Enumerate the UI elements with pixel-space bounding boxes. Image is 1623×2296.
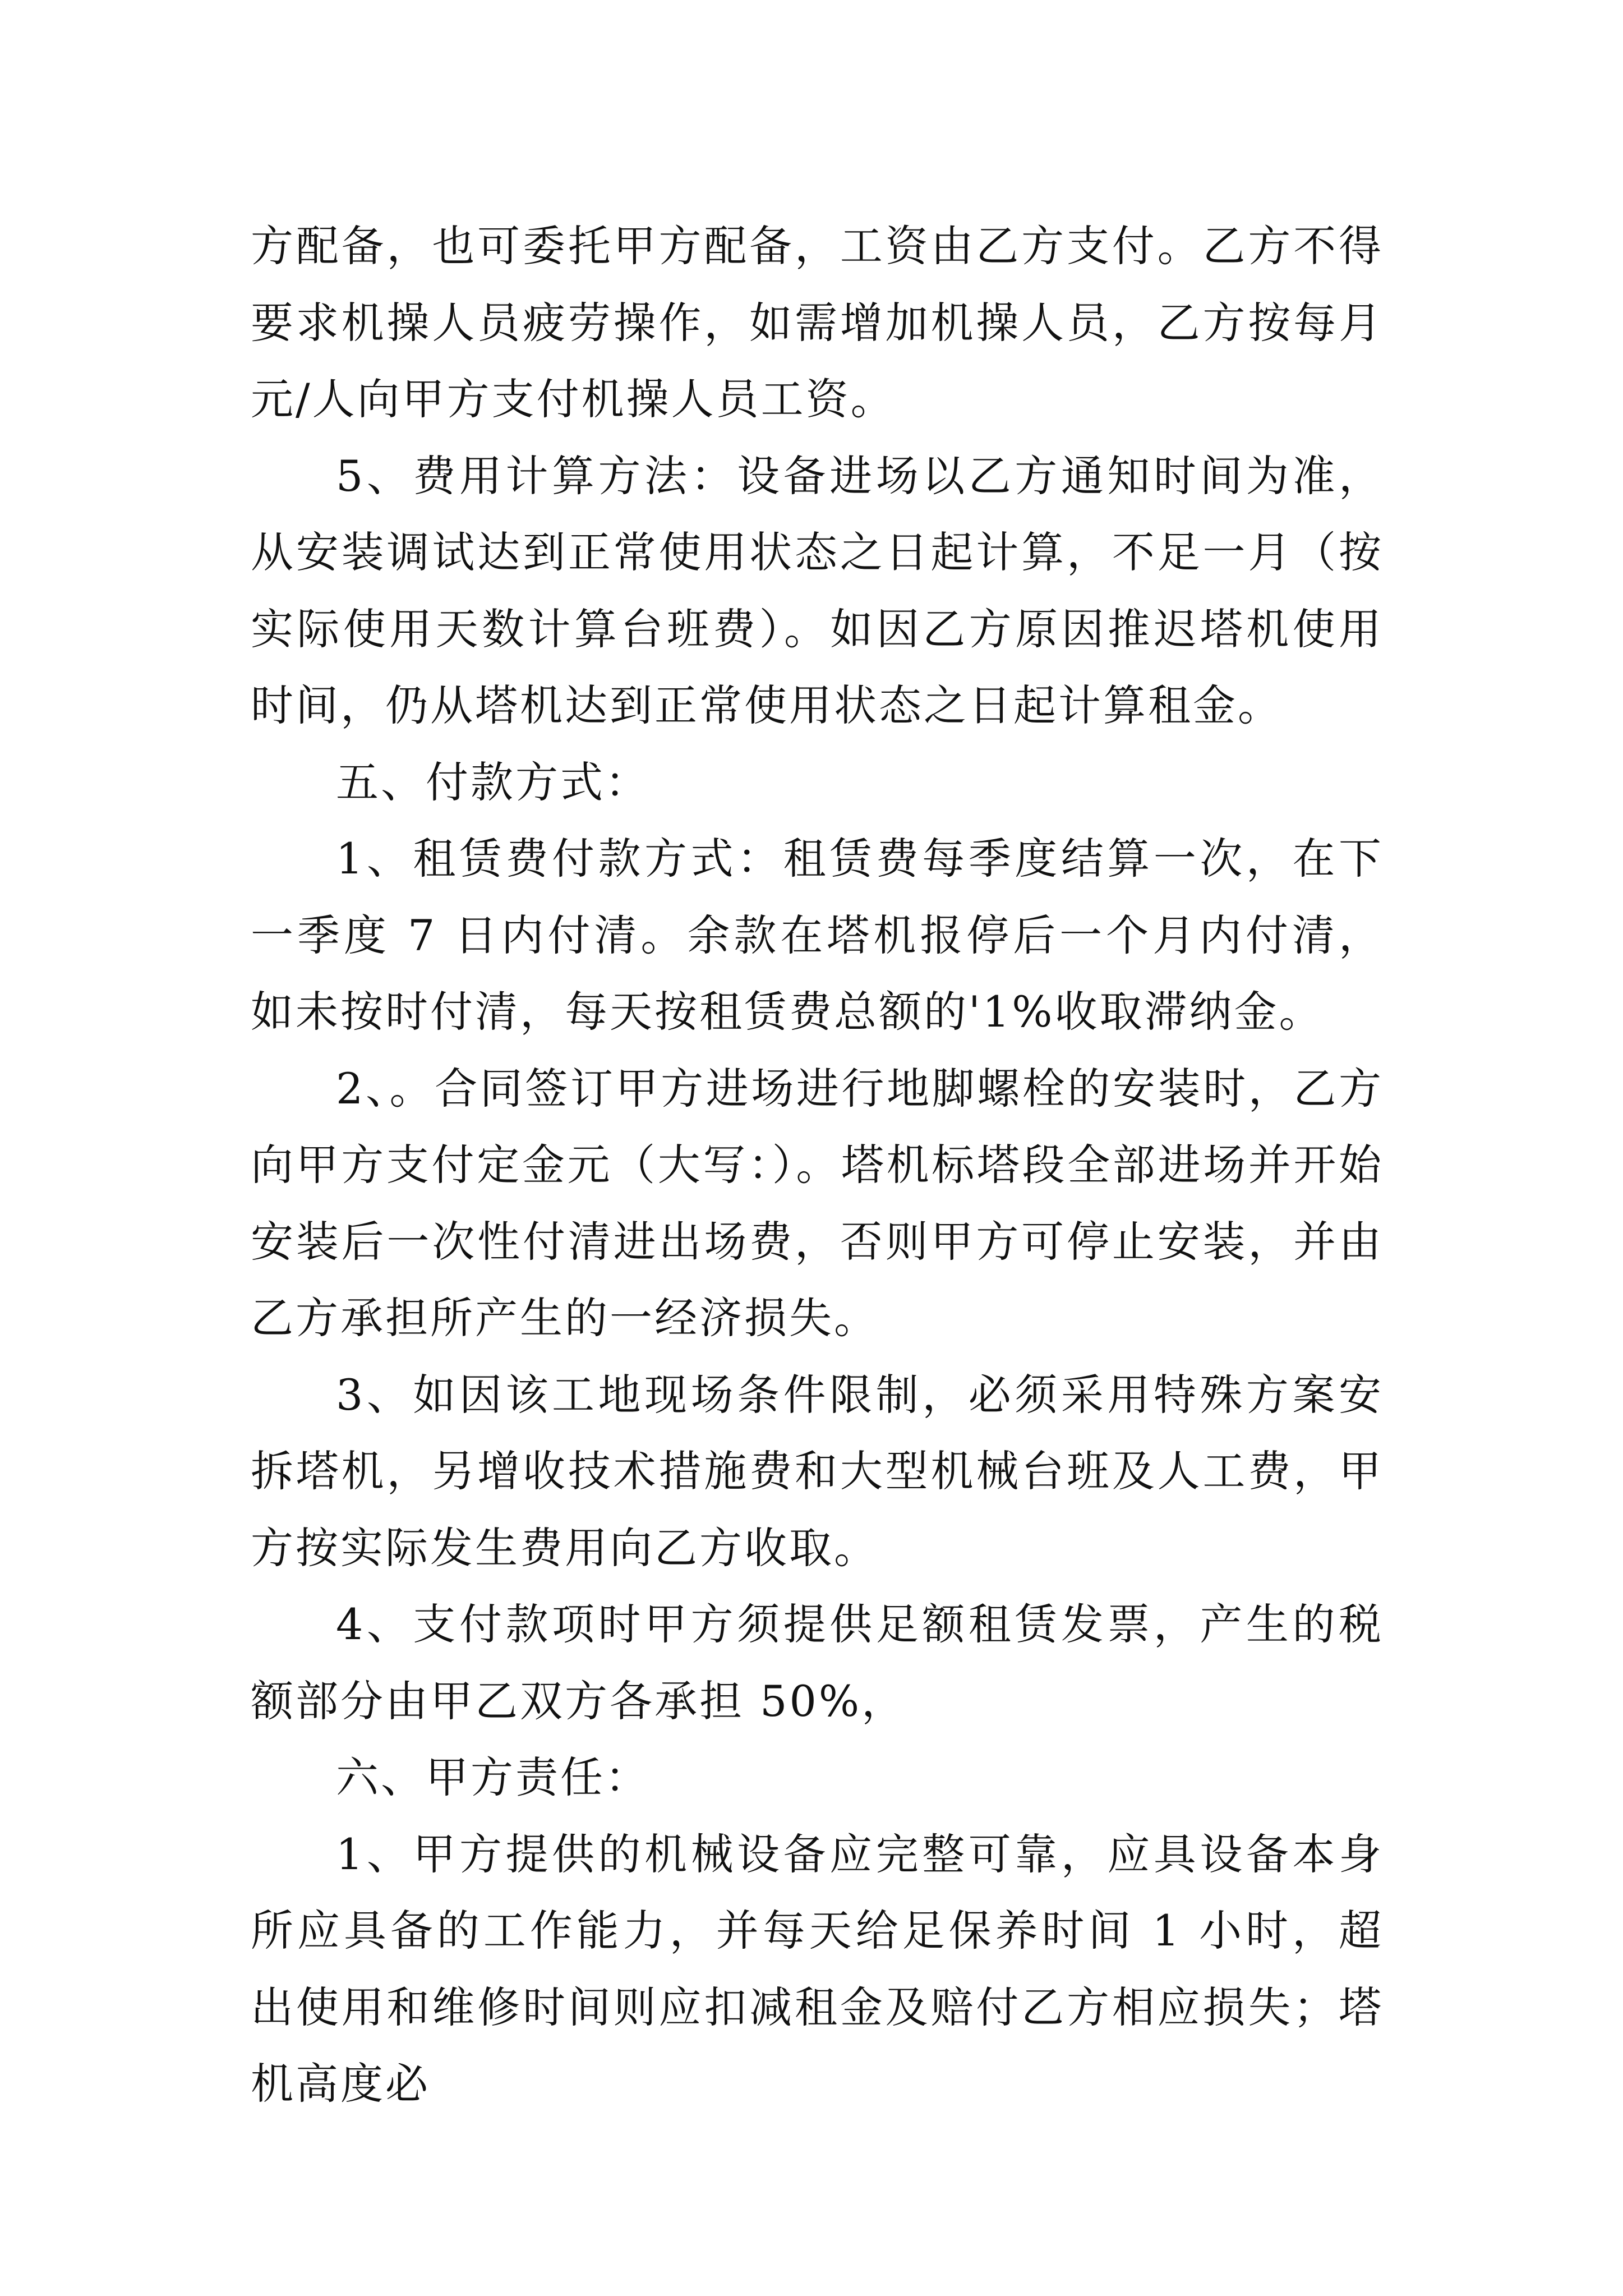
paragraph-fee-calculation: 5、费用计算方法：设备进场以乙方通知时间为准，从安装调试达到正常使用状态之日起计算，不足一月（按实际使用天数计算台班费）。如因乙方原因推迟塔机使用时间，仍从塔机达到正常使用状态之日起计算租金。: [251, 450, 1384, 730]
paragraph-payment-3: 3、如因该工地现场条件限制，必须采用特殊方案安拆塔机，另增收技术措施费和大型机械台班及人工费，甲方按实际发生费用向乙方收取。: [251, 1369, 1384, 1573]
section-heading-payment: 五、付款方式：: [336, 757, 650, 807]
paragraph-payment-4: 4、支付款项时甲方须提供足额租赁发票，产生的税额部分由甲乙双方各承担 50%，: [251, 1599, 1384, 1726]
paragraph-payment-1: 1、租赁费付款方式：租赁费每季度结算一次，在下一季度 7 日内付清。余款在塔机报停后一个月内付清，如未按时付清，每天按租赁费总额的'1%收取滞纳金。: [251, 834, 1384, 1037]
paragraph-payment-2: 2、。合同签订甲方进场进行地脚螺栓的安装时，乙方向甲方支付定金元（大写：）。塔机标塔段全部进场并开始安装后一次性付清进出场费，否则甲方可停止安装，并由乙方承担所产生的一经济损失。: [251, 1063, 1384, 1343]
section-heading-party-a-duties: 六、甲方责任：: [336, 1752, 650, 1802]
document-body: [251, 208, 1384, 2123]
paragraph-continuation: 方配备，也可委托甲方配备，工资由乙方支付。乙方不得要求机操人员疲劳操作，如需增加机操人员，乙方按每月元/人向甲方支付机操人员工资。: [251, 221, 1384, 424]
paragraph-party-a-duty-1: 1、甲方提供的机械设备应完整可靠，应具设备本身所应具备的工作能力，并每天给足保养时间 1 小时，超出使用和维修时间则应扣减租金及赔付乙方相应损失；塔机高度必: [251, 1829, 1384, 2109]
